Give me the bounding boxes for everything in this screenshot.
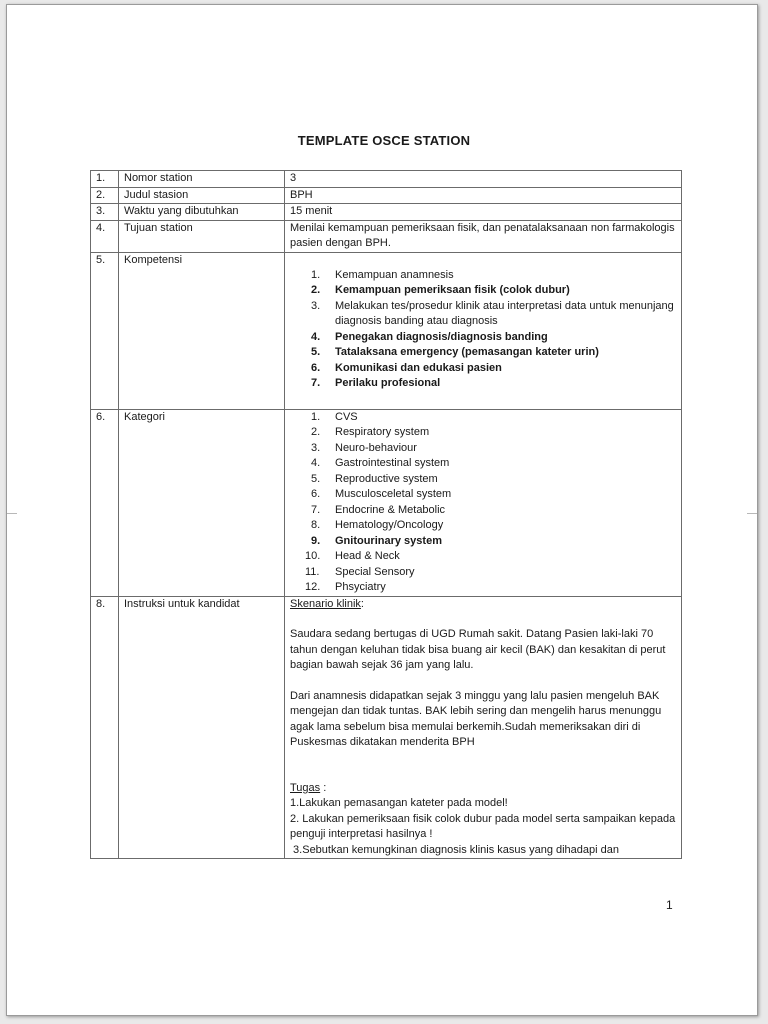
instruksi-cell <box>285 596 682 859</box>
document-title: TEMPLATE OSCE STATION <box>297 133 471 148</box>
list-item: 1. CVS <box>311 410 358 423</box>
row-label: Kategori <box>119 409 285 596</box>
row-number: 8. <box>91 596 119 859</box>
page-number: 1 <box>666 898 673 912</box>
list-item: 7. Perilaku profesional <box>311 377 441 389</box>
table-row <box>91 596 682 859</box>
osce-station-table <box>90 170 682 859</box>
list-item: 6. Musculosceletal system <box>311 488 452 500</box>
list-item: 9. Gnitourinary system <box>311 534 442 547</box>
list-item: 8. Hematology/Oncology <box>311 519 444 531</box>
list-item: 2. Kemampuan pemeriksaan fisik (colok dubur) <box>311 284 570 296</box>
row-number: 6. <box>91 409 119 596</box>
table-row <box>91 204 682 221</box>
anamnesis-paragraph: Dari anamnesis didapatkan sejak 3 minggu yang lalu pasien mengeluh BAK mengejan dan tidak tuntas. BAK lebih sering dan mengelih harus menunggu agak lama sebelum bisa memulai berkemih.Sudah memeriksakan diri di Puskesmas dikatakan menderita BPH <box>290 689 662 748</box>
kategori-list <box>290 410 676 596</box>
tugas-item: 3.Sebutkan kemungkinan diagnosis klinis kasus yang dihadapi dan <box>290 843 619 856</box>
row-value: Menilai kemampuan pemeriksaan fisik, dan penatalaksanaan non farmakologis pasien dengan BPH. <box>285 220 682 252</box>
list-item: 4. Penegakan diagnosis/diagnosis banding <box>311 330 548 343</box>
row-number: 2. <box>91 187 119 204</box>
list-item: 7. Endocrine & Metabolic <box>311 503 446 516</box>
table-row <box>91 220 682 252</box>
table-row <box>91 187 682 204</box>
row-number: 5. <box>91 252 119 409</box>
list-item: 3. Neuro-behaviour <box>311 441 417 454</box>
row-value: BPH <box>285 187 682 204</box>
crop-mark-right <box>747 513 757 514</box>
row-number: 3. <box>91 204 119 221</box>
list-item: 5. Tatalaksana emergency (pemasangan kateter urin) <box>311 346 599 358</box>
row-label: Instruksi untuk kandidat <box>119 596 285 859</box>
row-value: 15 menit <box>285 204 682 221</box>
table-row <box>91 252 682 409</box>
list-item: 5. Reproductive system <box>311 472 438 485</box>
kompetensi-list <box>290 268 676 392</box>
row-label: Judul stasion <box>119 187 285 204</box>
row-label: Kompetensi <box>119 252 285 409</box>
crop-mark-left <box>7 513 17 514</box>
list-item: 2. Respiratory system <box>311 426 430 438</box>
list-item: 12. Phsyciatry <box>305 581 386 593</box>
list-item: 3. Melakukan tes/prosedur klinik atau interpretasi data untuk menunjang diagnosis banding atau diagnosis <box>311 299 674 327</box>
list-item: 10. Head & Neck <box>305 550 400 562</box>
row-value: 3 <box>285 171 682 188</box>
kompetensi-cell <box>285 252 682 409</box>
row-label: Nomor station <box>119 171 285 188</box>
kategori-cell <box>285 409 682 596</box>
row-number: 4. <box>91 220 119 252</box>
table-row <box>91 171 682 188</box>
tugas-heading: Tugas : <box>290 781 327 794</box>
tugas-item: 2. Lakukan pemeriksaan fisik colok dubur pada model serta sampaikan kepada penguji interpretasi hasilnya ! <box>290 812 676 840</box>
skenario-heading: Skenario klinik: <box>290 597 364 610</box>
row-number: 1. <box>91 171 119 188</box>
row-label: Tujuan station <box>119 220 285 252</box>
row-label: Waktu yang dibutuhkan <box>119 204 285 221</box>
table-row <box>91 409 682 596</box>
skenario-paragraph: Saudara sedang bertugas di UGD Rumah sakit. Datang Pasien laki-laki 70 tahun dengan keluhan tidak bisa buang air kecil (BAK) dan kesakitan di perut bagian bawah sejak 36 jam yang lalu. <box>290 628 666 671</box>
list-item: 6. Komunikasi dan edukasi pasien <box>311 361 502 374</box>
tugas-item: 1.Lakukan pemasangan kateter pada model! <box>290 797 508 809</box>
list-item: 4. Gastrointestinal system <box>311 457 450 469</box>
list-item: 11. Special Sensory <box>305 565 415 578</box>
list-item: 1. Kemampuan anamnesis <box>311 268 454 281</box>
